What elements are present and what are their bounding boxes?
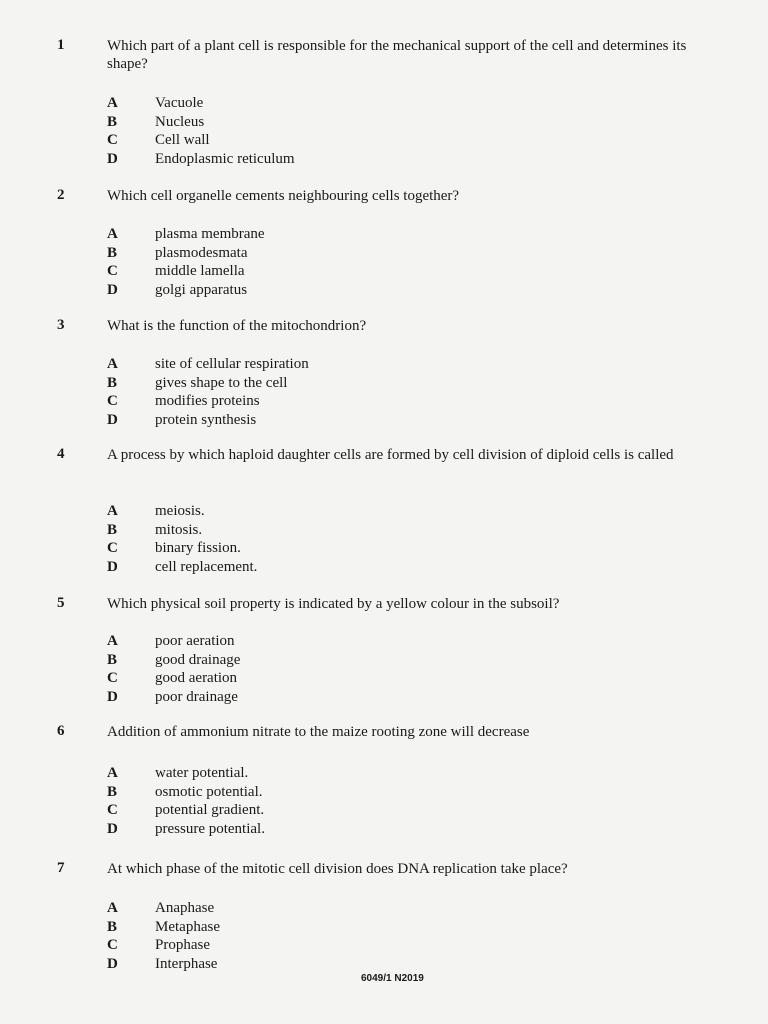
option-text: meiosis.	[155, 503, 205, 519]
option-c[interactable]	[107, 801, 707, 820]
option-text: Cell wall	[155, 132, 210, 148]
option-letter: B	[107, 651, 118, 668]
option-text: good aeration	[155, 670, 238, 686]
option-b[interactable]	[107, 783, 707, 802]
option-d[interactable]	[107, 558, 707, 577]
option-text: protein synthesis	[155, 411, 257, 428]
option-text: Metaphase	[155, 918, 220, 935]
options-5	[107, 632, 707, 706]
option-a[interactable]	[107, 899, 707, 918]
option-letter: D	[107, 150, 118, 167]
option-text: Anaphase	[155, 900, 215, 916]
question-text: Which physical soil property is indicated by a yellow colour in the subsoil?	[107, 596, 560, 612]
option-c[interactable]	[107, 539, 707, 558]
option-b[interactable]	[107, 113, 707, 132]
option-letter: D	[107, 820, 118, 837]
question-number: 2	[57, 187, 65, 203]
question-text: A process by which haploid daughter cells are formed by cell division of diploid cells is called	[107, 447, 674, 463]
option-letter: B	[107, 244, 118, 261]
option-letter: D	[107, 688, 118, 705]
option-text: pressure potential.	[155, 820, 265, 837]
question-number: 7	[57, 860, 65, 876]
option-letter: A	[107, 226, 118, 242]
option-a[interactable]	[107, 94, 707, 113]
option-text: plasma membrane	[155, 226, 265, 242]
options-1	[107, 94, 707, 168]
option-d[interactable]	[107, 820, 707, 839]
question-text: At which phase of the mitotic cell division does DNA replication take place?	[107, 861, 568, 877]
option-a[interactable]	[107, 355, 707, 374]
options-6	[107, 764, 707, 838]
option-letter: C	[107, 263, 118, 279]
option-letter: C	[107, 132, 118, 148]
options-4	[107, 502, 707, 576]
options-2	[107, 225, 707, 299]
question-number: 4	[57, 446, 65, 462]
option-text: Vacuole	[155, 95, 204, 111]
option-text: Prophase	[155, 937, 210, 953]
option-d[interactable]	[107, 688, 707, 707]
option-letter: C	[107, 937, 118, 953]
question-number: 5	[57, 595, 65, 611]
option-text: potential gradient.	[155, 802, 265, 818]
option-letter: D	[107, 955, 118, 972]
paper-code: 6049/1 N2019	[361, 973, 424, 984]
option-text: Nucleus	[155, 113, 205, 130]
option-letter: B	[107, 918, 118, 935]
option-c[interactable]	[107, 131, 707, 150]
option-a[interactable]	[107, 632, 707, 651]
option-letter: C	[107, 393, 118, 409]
option-b[interactable]	[107, 244, 707, 263]
option-b[interactable]	[107, 521, 707, 540]
option-a[interactable]	[107, 502, 707, 521]
question-text: Which part of a plant cell is responsible for the mechanical support of the cell and determines its shape?	[107, 38, 687, 72]
question-number: 1	[57, 37, 65, 53]
option-letter: A	[107, 633, 118, 649]
options-7	[107, 899, 707, 973]
option-d[interactable]	[107, 281, 707, 300]
option-letter: B	[107, 783, 118, 800]
option-text: binary fission.	[155, 540, 241, 556]
option-text: golgi apparatus	[155, 281, 248, 298]
option-text: plasmodesmata	[155, 244, 248, 261]
option-letter: A	[107, 765, 118, 781]
option-text: Interphase	[155, 955, 218, 972]
option-letter: C	[107, 802, 118, 818]
option-text: mitosis.	[155, 521, 203, 538]
option-letter: C	[107, 540, 118, 556]
option-letter: A	[107, 900, 118, 916]
option-text: modifies proteins	[155, 393, 260, 409]
option-text: good drainage	[155, 651, 241, 668]
option-letter: D	[107, 281, 118, 298]
question-text: What is the function of the mitochondrion?	[107, 318, 367, 334]
option-d[interactable]	[107, 955, 707, 974]
option-letter: A	[107, 356, 118, 372]
option-text: osmotic potential.	[155, 783, 263, 800]
option-c[interactable]	[107, 669, 707, 688]
option-letter: D	[107, 411, 118, 428]
option-d[interactable]	[107, 150, 707, 169]
question-number: 3	[57, 317, 65, 333]
question-number: 6	[57, 723, 65, 739]
option-a[interactable]	[107, 764, 707, 783]
option-a[interactable]	[107, 225, 707, 244]
option-letter: B	[107, 521, 118, 538]
option-text: water potential.	[155, 765, 249, 781]
question-text: Addition of ammonium nitrate to the maize rooting zone will decrease	[107, 724, 530, 740]
option-letter: C	[107, 670, 118, 686]
option-text: Endoplasmic reticulum	[155, 150, 295, 167]
option-letter: B	[107, 113, 118, 130]
option-b[interactable]	[107, 651, 707, 670]
option-d[interactable]	[107, 411, 707, 430]
option-letter: B	[107, 374, 118, 391]
options-3	[107, 355, 707, 429]
option-text: middle lamella	[155, 263, 245, 279]
option-text: poor aeration	[155, 633, 235, 649]
question-text: Which cell organelle cements neighbouring cells together?	[107, 188, 460, 204]
option-b[interactable]	[107, 374, 707, 393]
option-text: site of cellular respiration	[155, 356, 309, 372]
option-letter: D	[107, 558, 118, 575]
option-b[interactable]	[107, 918, 707, 937]
option-text: cell replacement.	[155, 558, 258, 575]
option-c[interactable]	[107, 262, 707, 281]
option-letter: A	[107, 95, 118, 111]
option-c[interactable]	[107, 936, 707, 955]
option-c[interactable]	[107, 392, 707, 411]
option-letter: A	[107, 503, 118, 519]
option-text: poor drainage	[155, 688, 238, 705]
option-text: gives shape to the cell	[155, 374, 288, 391]
